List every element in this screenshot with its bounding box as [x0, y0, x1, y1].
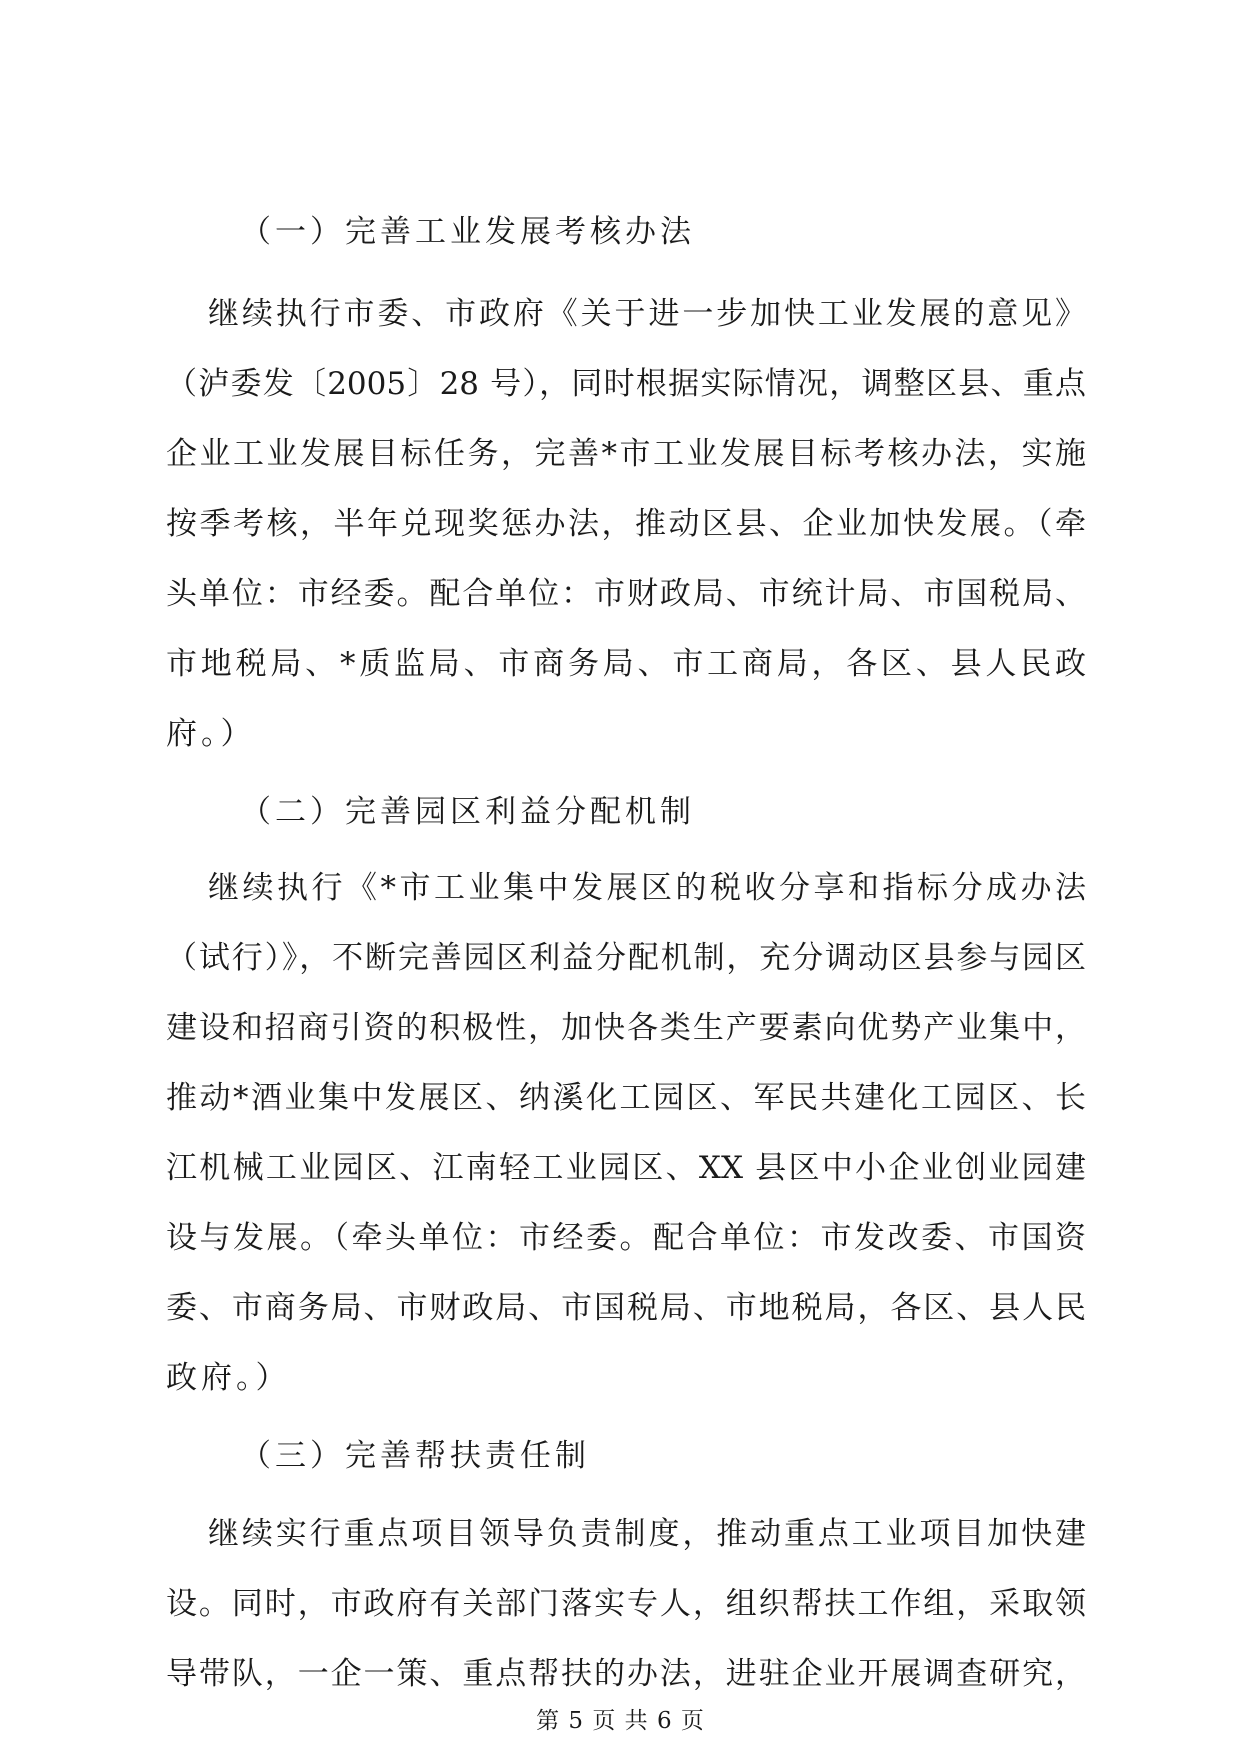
page-footer: 第 5 页 共 6 页 — [536, 1708, 705, 1734]
section-heading-2: （二）完善园区利益分配机制 — [240, 794, 695, 830]
paragraph-line: 推动*酒业集中发展区、纳溪化工园区、军民共建化工园区、长 — [166, 1080, 1086, 1116]
paragraph-line: 市地税局、*质监局、市商务局、市工商局，各区、县人民政 — [166, 646, 1086, 682]
paragraph-line: 设。同时，市政府有关部门落实专人，组织帮扶工作组，采取领 — [166, 1586, 1086, 1622]
paragraph-line: 按季考核，半年兑现奖惩办法，推动区县、企业加快发展。（牵 — [166, 506, 1086, 542]
paragraph-line: 江机械工业园区、江南轻工业园区、XX 县区中小企业创业园建 — [166, 1150, 1086, 1186]
section-heading-3: （三）完善帮扶责任制 — [240, 1438, 590, 1474]
paragraph-line: 继续执行《*市工业集中发展区的税收分享和指标分成办法 — [208, 870, 1086, 906]
paragraph-line: 导带队，一企一策、重点帮扶的办法，进驻企业开展调查研究， — [166, 1656, 1086, 1692]
paragraph-line: 委、市商务局、市财政局、市国税局、市地税局，各区、县人民 — [166, 1290, 1086, 1326]
paragraph-line: 头单位：市经委。配合单位：市财政局、市统计局、市国税局、 — [166, 576, 1086, 612]
paragraph-line: 继续执行市委、市政府《关于进一步加快工业发展的意见》 — [208, 296, 1086, 332]
paragraph-line: 建设和招商引资的积极性，加快各类生产要素向优势产业集中， — [166, 1010, 1086, 1046]
section-heading-1: （一）完善工业发展考核办法 — [240, 214, 695, 250]
paragraph-line: （试行）》，不断完善园区利益分配机制，充分调动区县参与园区 — [166, 940, 1086, 976]
paragraph-line: 企业工业发展目标任务，完善*市工业发展目标考核办法，实施 — [166, 436, 1086, 472]
paragraph-line: （泸委发〔2005〕28 号），同时根据实际情况，调整区县、重点 — [166, 366, 1086, 402]
paragraph-line: 继续实行重点项目领导负责制度，推动重点工业项目加快建 — [208, 1516, 1086, 1552]
paragraph-line: 府。） — [166, 716, 256, 752]
paragraph-line: 设与发展。（牵头单位：市经委。配合单位：市发改委、市国资 — [166, 1220, 1086, 1256]
paragraph-line: 政府。） — [166, 1360, 291, 1396]
